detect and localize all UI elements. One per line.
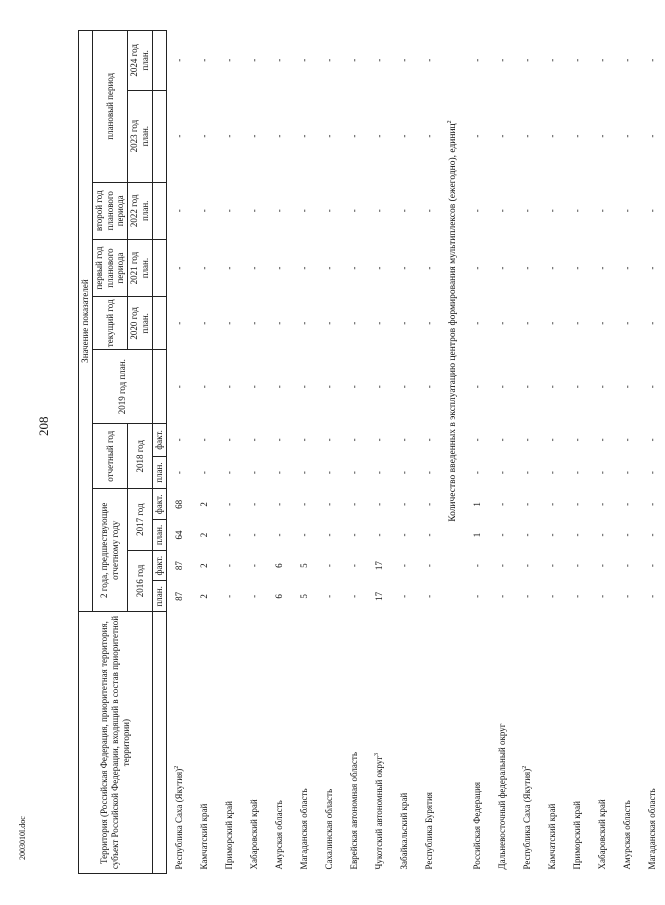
value-cell: -: [173, 58, 184, 62]
value-cell: -: [373, 321, 384, 325]
territory-name: Хабаровский край: [596, 799, 607, 870]
value-cell: -: [521, 321, 532, 325]
value-cell: -: [398, 134, 409, 138]
value-cell: -: [173, 385, 184, 389]
year-2017-header: 2017 год: [128, 489, 153, 550]
table-row: [392, 31, 417, 874]
value-cell: -: [521, 209, 532, 213]
value-cell: -: [248, 134, 259, 138]
value-cell: -: [373, 58, 384, 62]
value-cell: -: [546, 321, 557, 325]
current-year-header: текущий год: [92, 297, 127, 350]
value-cell: -: [298, 502, 309, 506]
value-cell: -: [521, 594, 532, 598]
value-cell: -: [423, 471, 434, 475]
value-cell: -: [223, 502, 234, 506]
value-cell: -: [546, 209, 557, 213]
value-cell: -: [348, 533, 359, 537]
value-cell: -: [323, 533, 334, 537]
value-cell: -: [273, 533, 284, 537]
territory-name: Дальневосточный федеральный округ: [496, 723, 507, 870]
value-cell: -: [248, 502, 259, 506]
fact-label: факт.: [152, 489, 166, 520]
table-row: [515, 31, 540, 874]
value-cell: -: [646, 321, 657, 325]
value-cell: -: [348, 438, 359, 442]
value-cell: -: [223, 533, 234, 537]
value-cell: -: [571, 564, 582, 568]
first-plan-year-header: первый год планового периода: [92, 239, 127, 296]
value-cell: 2: [198, 563, 209, 568]
value-cell: 17: [373, 591, 384, 601]
value-cell: -: [223, 266, 234, 270]
table-header: [79, 31, 167, 874]
value-cell: -: [273, 209, 284, 213]
value-cell: -: [248, 438, 259, 442]
value-cell: -: [496, 502, 507, 506]
value-cell: -: [398, 471, 409, 475]
value-cell: -: [223, 438, 234, 442]
value-cell: 17: [373, 561, 384, 571]
value-cell: 2: [198, 532, 209, 538]
table-row: [417, 31, 442, 874]
value-cell: -: [248, 471, 259, 475]
value-cell: -: [423, 564, 434, 568]
value-cell: -: [298, 266, 309, 270]
value-cell: -: [521, 266, 532, 270]
value-cell: -: [646, 502, 657, 506]
table-row: [192, 31, 217, 874]
territory-name: Республика Саха (Якутия)$^2$: [521, 765, 532, 870]
value-cell: -: [621, 502, 632, 506]
value-cell: -: [471, 471, 482, 475]
territory-name: Еврейская автономная область: [348, 752, 359, 870]
value-cell: -: [621, 321, 632, 325]
territory-name: Чукотский автономный округ$^3$: [373, 753, 384, 870]
value-cell: -: [248, 594, 259, 598]
year-2021-header: 2021 год план.: [128, 239, 153, 296]
value-cell: -: [521, 471, 532, 475]
value-cell: -: [423, 533, 434, 537]
value-cell: -: [223, 58, 234, 62]
value-cell: -: [571, 321, 582, 325]
territory-name: Республика Бурятия: [423, 792, 434, 870]
table-row: [565, 31, 590, 874]
value-cell: -: [373, 438, 384, 442]
value-cell: -: [621, 594, 632, 598]
territory-header: Территория (Российская Федерация, приоритетная территория, субъект Российской Федерации, входящий в состав приоритетной территории): [79, 612, 153, 874]
value-cell: -: [223, 471, 234, 475]
territory-name: Камчатский край: [198, 803, 209, 870]
value-cell: -: [423, 209, 434, 213]
value-cell: -: [273, 471, 284, 475]
value-cell: -: [423, 502, 434, 506]
value-cell: -: [273, 385, 284, 389]
plan-label: план.: [152, 520, 166, 551]
value-cell: -: [596, 564, 607, 568]
table-row: [292, 31, 317, 874]
table-row: [217, 31, 242, 874]
value-cell: -: [596, 594, 607, 598]
value-cell: -: [496, 438, 507, 442]
year-2022-header: 2022 год план.: [128, 182, 153, 239]
value-cell: -: [571, 58, 582, 62]
table-row: [465, 31, 490, 874]
value-cell: -: [298, 438, 309, 442]
value-cell: -: [596, 266, 607, 270]
value-cell: -: [273, 266, 284, 270]
value-cell: -: [521, 502, 532, 506]
value-cell: -: [398, 533, 409, 537]
value-cell: -: [496, 594, 507, 598]
value-cell: -: [348, 266, 359, 270]
value-cell: -: [546, 533, 557, 537]
territory-name: Приморский край: [571, 801, 582, 870]
value-cell: -: [621, 134, 632, 138]
value-cell: -: [571, 209, 582, 213]
value-cell: -: [198, 266, 209, 270]
value-cell: -: [471, 134, 482, 138]
value-cell: -: [373, 134, 384, 138]
value-cell: -: [596, 385, 607, 389]
value-cell: -: [398, 58, 409, 62]
value-cell: -: [223, 209, 234, 213]
territory-name: Магаданская область: [646, 788, 657, 870]
value-cell: -: [273, 134, 284, 138]
value-cell: -: [223, 594, 234, 598]
value-cell: -: [496, 321, 507, 325]
indicators-table: [78, 30, 665, 874]
value-cell: -: [521, 58, 532, 62]
value-cell: -: [373, 209, 384, 213]
section-row-group: [442, 31, 465, 874]
value-cell: -: [198, 321, 209, 325]
value-cell: -: [198, 134, 209, 138]
reporting-year-header: отчетный год: [92, 424, 127, 489]
value-cell: -: [348, 134, 359, 138]
value-cell: -: [173, 321, 184, 325]
value-cell: -: [373, 385, 384, 389]
value-cell: -: [323, 471, 334, 475]
value-cell: -: [471, 385, 482, 389]
value-cell: -: [198, 471, 209, 475]
value-cell: -: [546, 134, 557, 138]
value-cell: -: [323, 209, 334, 213]
territory-name: Российская Федерация: [471, 781, 482, 870]
value-cell: -: [621, 471, 632, 475]
year-2016-header: 2016 год: [128, 550, 153, 611]
territory-name: Амурская область: [621, 800, 632, 870]
value-cell: -: [471, 266, 482, 270]
table-row: [242, 31, 267, 874]
value-cell: -: [223, 564, 234, 568]
value-cell: -: [248, 533, 259, 537]
value-cell: -: [521, 564, 532, 568]
page-number: 208: [36, 416, 51, 436]
value-cell: -: [273, 58, 284, 62]
value-cell: -: [646, 58, 657, 62]
value-cell: -: [496, 385, 507, 389]
territory-name: Сахалинская область: [323, 788, 334, 870]
year-2018-header: 2018 год: [128, 424, 153, 489]
value-cell: -: [398, 502, 409, 506]
fact-label: факт.: [152, 550, 166, 581]
value-cell: -: [546, 266, 557, 270]
value-cell: -: [571, 502, 582, 506]
value-cell: -: [423, 134, 434, 138]
value-cell: -: [348, 564, 359, 568]
value-cell: -: [248, 266, 259, 270]
plan-label: план.: [152, 581, 166, 612]
value-cell: -: [423, 58, 434, 62]
table-body-2: [465, 31, 665, 874]
table-row: [342, 31, 367, 874]
value-cell: -: [248, 321, 259, 325]
table-row: [540, 31, 565, 874]
value-cell: -: [173, 438, 184, 442]
value-cell: -: [571, 266, 582, 270]
value-cell: -: [596, 502, 607, 506]
value-cell: 2: [198, 502, 209, 507]
value-cell: -: [646, 471, 657, 475]
year-2023-header: 2023 год план.: [128, 90, 153, 182]
value-cell: -: [198, 438, 209, 442]
value-cell: -: [596, 321, 607, 325]
value-cell: -: [273, 321, 284, 325]
value-cell: -: [521, 134, 532, 138]
value-cell: 5: [298, 563, 309, 568]
rotated-table-container: [78, 30, 657, 874]
value-cell: -: [298, 533, 309, 537]
value-cell: -: [571, 594, 582, 598]
value-cell: -: [546, 58, 557, 62]
table-row: [267, 31, 292, 874]
fact-label: факт.: [152, 424, 166, 457]
value-cell: -: [323, 438, 334, 442]
territory-name: Хабаровский край: [248, 799, 259, 870]
value-cell: -: [323, 564, 334, 568]
table-row: [615, 31, 640, 874]
value-cell: -: [323, 321, 334, 325]
value-cell: -: [298, 471, 309, 475]
value-cell: -: [373, 533, 384, 537]
year-2020-header: 2020 год план.: [128, 297, 153, 350]
territory-name: Амурская область: [273, 800, 284, 870]
value-cell: -: [471, 564, 482, 568]
value-cell: -: [546, 438, 557, 442]
value-cell: -: [646, 438, 657, 442]
values-header: Значение показателей: [79, 31, 93, 612]
value-cell: -: [398, 594, 409, 598]
value-cell: -: [223, 134, 234, 138]
year-2024-header: 2024 год план.: [128, 31, 153, 91]
value-cell: -: [398, 321, 409, 325]
value-cell: -: [571, 134, 582, 138]
value-cell: -: [596, 438, 607, 442]
table-row: [166, 31, 192, 874]
value-cell: -: [248, 209, 259, 213]
value-cell: 2: [198, 594, 209, 599]
value-cell: -: [348, 58, 359, 62]
table-body-1: [166, 31, 442, 874]
value-cell: -: [496, 533, 507, 537]
value-cell: -: [596, 134, 607, 138]
table-row: [317, 31, 342, 874]
value-cell: -: [496, 209, 507, 213]
footer-filename: 2003010l.doc: [18, 816, 27, 860]
value-cell: -: [173, 266, 184, 270]
value-cell: -: [571, 438, 582, 442]
value-cell: -: [348, 385, 359, 389]
value-cell: -: [521, 438, 532, 442]
value-cell: -: [423, 321, 434, 325]
value-cell: -: [571, 385, 582, 389]
territory-name: Камчатский край: [546, 803, 557, 870]
value-cell: -: [496, 266, 507, 270]
value-cell: -: [348, 321, 359, 325]
value-cell: -: [423, 438, 434, 442]
value-cell: -: [521, 533, 532, 537]
value-cell: -: [248, 58, 259, 62]
territory-name: Приморский край: [223, 801, 234, 870]
value-cell: -: [173, 209, 184, 213]
value-cell: -: [546, 502, 557, 506]
value-cell: 1: [471, 532, 482, 538]
value-cell: -: [571, 533, 582, 537]
value-cell: -: [373, 502, 384, 506]
value-cell: -: [621, 438, 632, 442]
value-cell: -: [621, 209, 632, 213]
value-cell: -: [373, 471, 384, 475]
value-cell: -: [398, 564, 409, 568]
value-cell: -: [621, 266, 632, 270]
value-cell: -: [621, 533, 632, 537]
value-cell: -: [496, 58, 507, 62]
value-cell: -: [223, 385, 234, 389]
value-cell: -: [198, 58, 209, 62]
table-row: [590, 31, 615, 874]
value-cell: -: [621, 58, 632, 62]
value-cell: 87: [173, 561, 184, 571]
territory-name: Магаданская область: [298, 788, 309, 870]
value-cell: -: [596, 58, 607, 62]
value-cell: -: [423, 385, 434, 389]
value-cell: -: [471, 438, 482, 442]
value-cell: -: [198, 385, 209, 389]
value-cell: -: [398, 385, 409, 389]
table-row: [367, 31, 392, 874]
second-plan-year-header: второй год планового периода: [92, 182, 127, 239]
value-cell: -: [223, 321, 234, 325]
value-cell: -: [596, 209, 607, 213]
value-cell: -: [621, 564, 632, 568]
value-cell: -: [298, 134, 309, 138]
value-cell: 5: [298, 594, 309, 599]
value-cell: -: [423, 594, 434, 598]
value-cell: -: [348, 209, 359, 213]
value-cell: -: [646, 209, 657, 213]
value-cell: -: [471, 209, 482, 213]
value-cell: -: [173, 471, 184, 475]
value-cell: -: [646, 266, 657, 270]
value-cell: -: [423, 266, 434, 270]
value-cell: -: [323, 502, 334, 506]
value-cell: 87: [173, 591, 184, 601]
value-cell: -: [273, 438, 284, 442]
value-cell: -: [248, 564, 259, 568]
value-cell: -: [323, 594, 334, 598]
value-cell: 6: [273, 563, 284, 568]
value-cell: -: [496, 564, 507, 568]
value-cell: -: [571, 471, 582, 475]
value-cell: -: [398, 209, 409, 213]
value-cell: -: [348, 502, 359, 506]
section-title: Количество введенных в эксплуатацию центров формирования мультиплексов (ежегодно), единиц$^2$: [446, 120, 458, 522]
value-cell: -: [546, 385, 557, 389]
value-cell: -: [646, 385, 657, 389]
value-cell: -: [173, 134, 184, 138]
value-cell: -: [298, 321, 309, 325]
value-cell: -: [546, 471, 557, 475]
value-cell: -: [323, 134, 334, 138]
value-cell: -: [398, 266, 409, 270]
value-cell: -: [521, 385, 532, 389]
plan-label: план.: [152, 456, 166, 489]
value-cell: -: [496, 134, 507, 138]
value-cell: -: [273, 502, 284, 506]
value-cell: -: [546, 594, 557, 598]
value-cell: -: [323, 266, 334, 270]
value-cell: 1: [471, 502, 482, 507]
value-cell: -: [373, 266, 384, 270]
two-years-header: 2 года, предшествующие отчетному году: [92, 489, 127, 612]
value-cell: -: [298, 58, 309, 62]
value-cell: -: [596, 533, 607, 537]
value-cell: 64: [173, 530, 184, 540]
value-cell: -: [471, 594, 482, 598]
value-cell: -: [471, 58, 482, 62]
value-cell: -: [198, 209, 209, 213]
value-cell: -: [646, 564, 657, 568]
value-cell: -: [621, 385, 632, 389]
value-cell: -: [323, 58, 334, 62]
value-cell: -: [546, 564, 557, 568]
value-cell: -: [398, 438, 409, 442]
value-cell: 68: [173, 499, 184, 509]
year-2019-header: 2019 год план.: [92, 350, 152, 424]
value-cell: -: [348, 594, 359, 598]
value-cell: -: [348, 471, 359, 475]
territory-name: Забайкальский край: [398, 792, 409, 870]
value-cell: -: [471, 321, 482, 325]
value-cell: -: [646, 594, 657, 598]
value-cell: -: [248, 385, 259, 389]
value-cell: -: [646, 134, 657, 138]
value-cell: -: [646, 533, 657, 537]
value-cell: -: [298, 209, 309, 213]
value-cell: -: [298, 385, 309, 389]
table-row: [640, 31, 665, 874]
value-cell: -: [496, 471, 507, 475]
value-cell: 6: [273, 594, 284, 599]
table-row: [490, 31, 515, 874]
plan-period-header: плановый период: [92, 31, 127, 183]
value-cell: -: [323, 385, 334, 389]
territory-name: Республика Саха (Якутия)$^2$: [173, 765, 184, 870]
value-cell: -: [596, 471, 607, 475]
